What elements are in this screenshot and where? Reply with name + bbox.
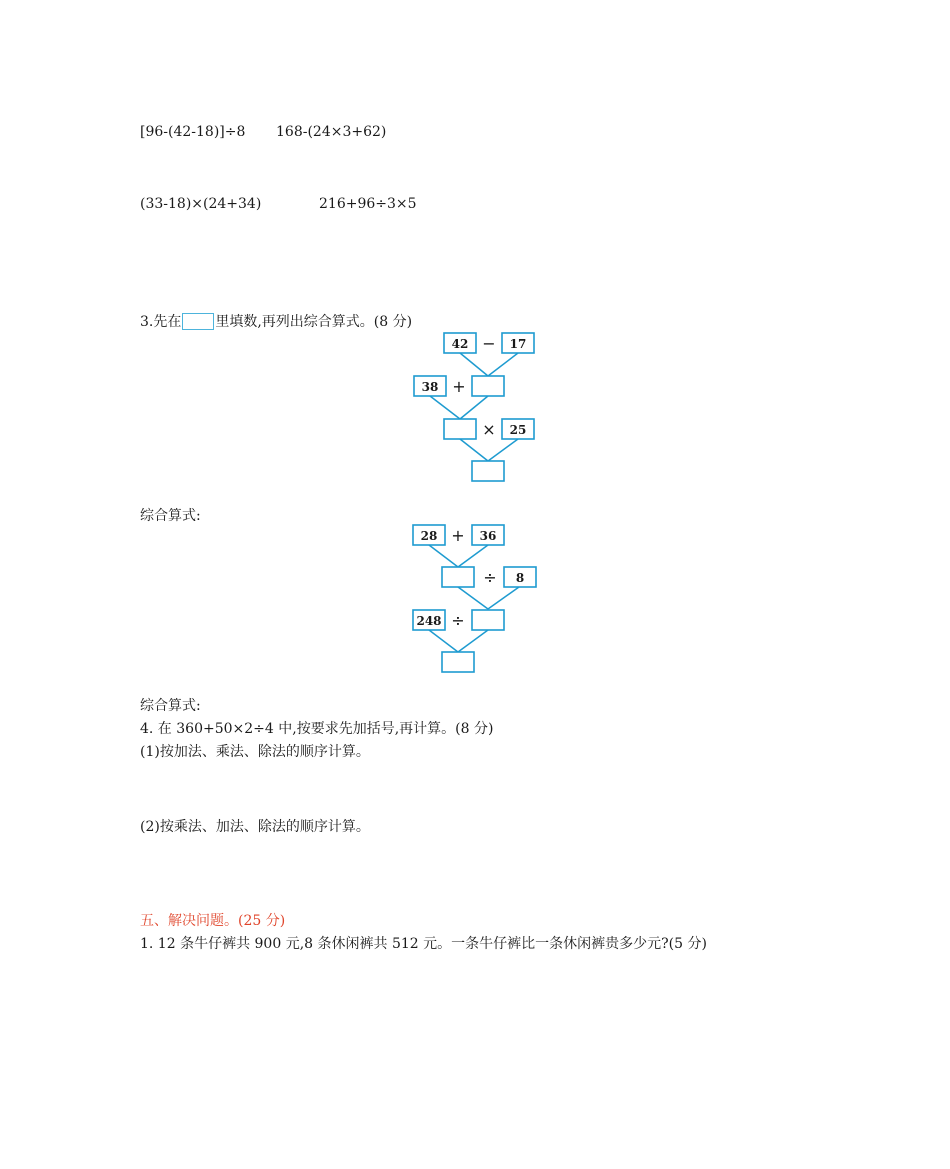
tree-2-mid-right-value: 8 — [515, 571, 525, 585]
tree-2 — [413, 525, 536, 672]
tree-1-mid-right-box[interactable] — [472, 376, 504, 396]
tree-1-mid-left-value: 38 — [421, 380, 439, 394]
tree-1-connector — [430, 396, 460, 419]
tree-2-mid-left-box[interactable] — [442, 567, 474, 587]
formula-label-1: 综合算式: — [140, 508, 201, 524]
tree-2-connector — [488, 587, 519, 609]
tree-2-connector — [458, 587, 488, 609]
tree-2-result-box[interactable] — [442, 652, 474, 672]
tree-1-connector — [460, 439, 488, 461]
section-5-heading: 五、解决问题。(25 分) — [140, 913, 286, 929]
tree-1-top-operator: − — [482, 334, 496, 353]
tree-1-mid-operator: + — [452, 377, 466, 396]
tree-2-low-right-box[interactable] — [472, 610, 504, 630]
question-4-part-1: (1)按加法、乘法、除法的顺序计算。 — [140, 744, 370, 760]
tree-1-connector — [488, 439, 518, 461]
formula-label-2: 综合算式: — [140, 698, 201, 714]
tree-1-top-right-value: 17 — [509, 337, 527, 351]
tree-1-connector — [488, 353, 518, 376]
question-4-part-2: (2)按乘法、加法、除法的顺序计算。 — [140, 819, 370, 835]
expression-1: [96-(42-18)]÷8 — [140, 124, 246, 140]
tree-1-connector — [460, 396, 488, 419]
tree-1-connector — [460, 353, 488, 376]
tree-1-low-operator: × — [482, 420, 496, 439]
tree-2-connector — [429, 545, 458, 567]
tree-2-low-operator: ÷ — [451, 611, 465, 630]
tree-2-top-right-value: 36 — [479, 529, 497, 543]
tree-2-low-left-value: 248 — [416, 614, 442, 628]
expression-3: (33-18)×(24+34) — [140, 196, 262, 212]
tree-2-top-left-value: 28 — [420, 529, 438, 543]
tree-2-connector — [458, 545, 488, 567]
tree-1-low-right-value: 25 — [509, 423, 527, 437]
tree-1 — [414, 333, 534, 481]
tree-2-top-operator: + — [451, 526, 465, 545]
tree-1-top-left-value: 42 — [451, 337, 469, 351]
question-3-suffix: 里填数,再列出综合算式。(8 分) — [215, 314, 413, 330]
tree-2-mid-operator: ÷ — [483, 568, 497, 587]
expression-2: 168-(24×3+62) — [276, 124, 387, 140]
question-4-title: 4. 在 360+50×2÷4 中,按要求先加括号,再计算。(8 分) — [140, 721, 494, 737]
tree-2-connector — [429, 630, 458, 652]
question-3-prefix: 3.先在 — [140, 314, 182, 330]
tree-1-low-left-box[interactable] — [444, 419, 476, 439]
expression-4: 216+96÷3×5 — [319, 196, 417, 212]
tree-2-connector — [458, 630, 488, 652]
tree-1-result-box[interactable] — [472, 461, 504, 481]
section-5-question-1: 1. 12 条牛仔裤共 900 元,8 条休闲裤共 512 元。一条牛仔裤比一条休闲裤贵多少元?(5 分) — [140, 936, 707, 952]
